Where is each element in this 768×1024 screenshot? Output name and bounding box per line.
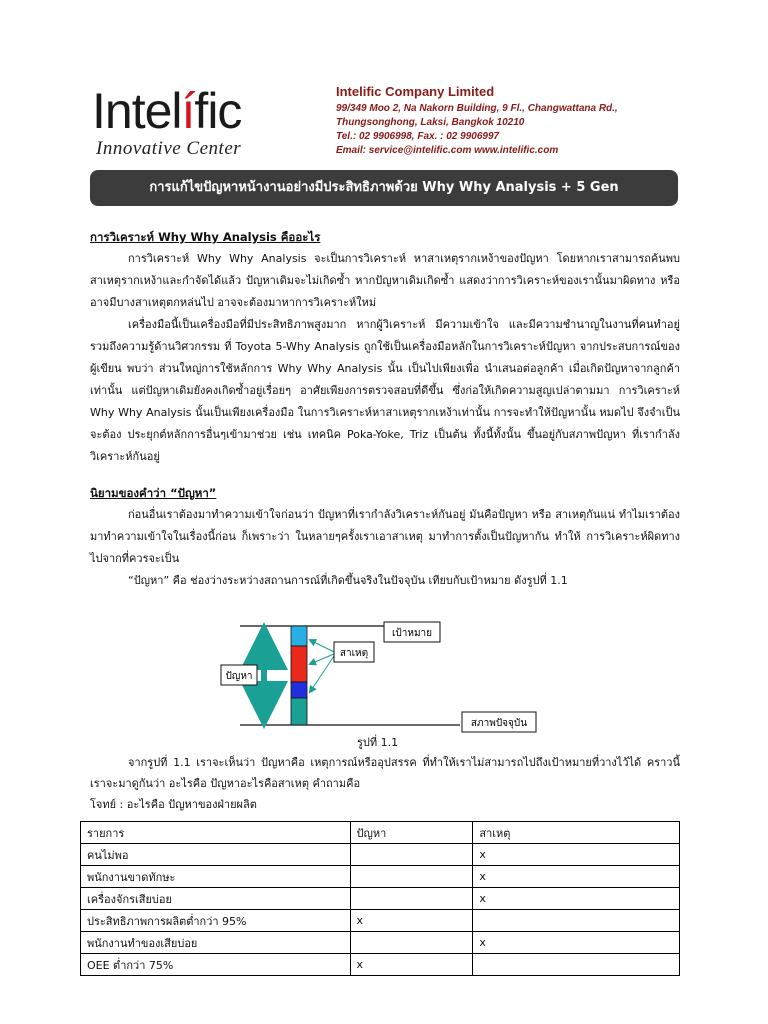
after-paragraph-1: จากรูปที่ 1.1 เราจะเห็นว่า ปัญหาคือ เหตุการณ์หรืออุปสรรค ที่ทำให้เราไม่สามารถไปถึงเป้าหมายที่วางไว้ได้ คราวนี้เราจะมาดูกันว่า อะไรคือ ปัญหาอะไรคือสาเหตุ คำถามคือ: [90, 756, 680, 790]
cell-item: OEE ต่ำกว่า 75%: [81, 954, 351, 976]
cell-cause: [473, 910, 680, 932]
cell-cause: x: [473, 932, 680, 954]
table-row: [81, 910, 680, 932]
table-row: [81, 932, 680, 954]
cell-problem: [350, 844, 473, 866]
table-row: [81, 888, 680, 910]
address-line-1: 99/349 Moo 2, Na Nakorn Building, 9 Fl., Changwattana Rd.,: [336, 103, 618, 114]
cause-arrow-3: [310, 656, 334, 692]
section1-heading: การวิเคราะห์ Why Why Analysis คืออะไร: [90, 230, 321, 244]
problem-diagram: [90, 612, 680, 752]
section2-paragraph-1: ก่อนอื่นเราต้องมาทำความเข้าใจก่อนว่า ปัญหาที่เรากำลังวิเคราะห์กันอยู่ มันคือปัญหา หรือ สาเหตุกันแน่ ทำไมเราต้องมาทำความเข้าใจในเรื่องนี้ก่อน ก็เพราะว่า ในหลายๆครั้งเราเอาสาเหตุ มาทำการตั้งเป็นปัญหากัน ทำให้ การวิเคราะห์ผิดทางไปจากที่ควรจะเป็น: [90, 508, 680, 565]
header-problem: ปัญหา: [350, 822, 473, 844]
bar-blue-segment: [291, 682, 307, 698]
company-logo: [92, 83, 272, 162]
after-diagram-text: [90, 752, 680, 815]
company-info: [336, 84, 756, 158]
bar-top-segment: [291, 626, 307, 646]
bar-teal-segment: [291, 698, 307, 725]
section2-paragraph-2: “ปัญหา” คือ ช่องว่างระหว่างสถานการณ์ที่เกิดขึ้นจริงในปัจจุบัน เทียบกับเป้าหมาย ดังรูปที่ 1.1: [128, 574, 568, 587]
cell-item: พนักงานขาดทักษะ: [81, 866, 351, 888]
figure-caption: รูปที่ 1.1: [357, 736, 399, 749]
company-name: Intelific Company Limited: [336, 84, 495, 99]
header-cause: สาเหตุ: [473, 822, 680, 844]
table-header-row: [81, 822, 680, 844]
title-banner: การแก้ไขปัญหาหน้างานอย่างมีประสิทธิภาพด้วย Why Why Analysis + 5 Gen: [90, 170, 678, 206]
section1-paragraph-2: เครื่องมือนี้เป็นเครื่องมือที่มีประสิทธิภาพสูงมาก หากผู้วิเคราะห์ มีความเข้าใจ และมีความชำนาญในงานที่คนทำอยู่ รวมถึงความรู้ด้านวิศวกรรม ที่ Toyota 5-Why Analysis ถูกใช้เป็นเครื่องมือหลักในการวิเคราะห์ปัญหา จากประสบการณ์ของผู้เขียน พบว่า ส่วนใหญ่การใช้หลักการ Why Why Analysis นั้น เป็นไปเพียงเพื่อ นำเสนอต่อลูกค้า เมื่อเกิดปัญหาจากลูกค้า เท่านั้น แต่ปัญหาเดิมยังคงเกิดซ้ำอยู่เรื่อยๆ อาศัยเพียงการตรวจสอบที่ดีขึ้น ซึ่งก่อให้เกิดความสูญเปล่าตามมา การวิเคราะห์ Why Why Analysis นั้นเป็นเพียงเครื่องมือ ในการวิเคราะห์หาสาเหตุรากเหง้าเท่านั้น การจะทำให้ปัญหานั้น หมดไป จึงจำเป็นจะต้อง ประยุกต์หลักการอื่นๆเข้ามาช่วย เช่น เทคนิค Poka-Yoke, Triz เป็นต้น ทั้งนี้ทั้งนั้น ขึ้นอยู่กับสภาพปัญหา ที่เรากำลังวิเคราะห์กันอยู่: [90, 318, 680, 463]
table-row: [81, 866, 680, 888]
logo-tagline: Innovative Center: [96, 138, 242, 159]
cause-arrow-2: [310, 654, 334, 664]
label-problem: ปัญหา: [225, 671, 253, 682]
table-row: [81, 954, 680, 976]
cell-item: ประสิทธิภาพการผลิตต่ำกว่า 95%: [81, 910, 351, 932]
label-target: เป้าหมาย: [391, 628, 433, 639]
cell-cause: [473, 954, 680, 976]
question-line: โจทย์ : อะไรคือ ปัญหาของฝ่ายผลิต: [90, 798, 257, 811]
header-item: รายการ: [81, 822, 351, 844]
cell-problem: x: [350, 910, 473, 932]
cell-cause: x: [473, 866, 680, 888]
cell-item: พนักงานทำของเสียบ่อย: [81, 932, 351, 954]
bar-red-segment: [291, 646, 307, 682]
section1-paragraph-1: การวิเคราะห์ Why Why Analysis จะเป็นการวิเคราะห์ หาสาเหตุรากเหง้าของปัญหา โดยหากเราสามารถค้นพบสาเหตุรากเหง้าและกำจัดได้แล้ว ปัญหาเดิมจะไม่เกิดซ้ำ หากปัญหาเดิมเกิดซ้ำ แสดงว่าการวิเคราะห์ของเรานั้นมาผิดทาง หรือ อาจมีบางสาเหตุตกหล่นไป อาจจะต้องมาหาการวิเคราะห์ใหม่: [90, 252, 680, 309]
table-row: [81, 844, 680, 866]
cell-item: คนไม่พอ: [81, 844, 351, 866]
cell-cause: x: [473, 888, 680, 910]
section2-heading: นิยามของคำว่า “ปัญหา”: [90, 486, 217, 500]
cell-problem: [350, 866, 473, 888]
address-line-2: Thungsonghong, Laksi, Bangkok 10210: [336, 117, 525, 128]
cell-cause: x: [473, 844, 680, 866]
problem-cause-table: [80, 821, 680, 976]
article-body: [90, 226, 680, 592]
label-current: สภาพปัจจุบัน: [470, 718, 528, 729]
label-cause: สาเหตุ: [339, 648, 369, 659]
logo-wordmark: Intelífic: [92, 83, 242, 139]
cell-problem: x: [350, 954, 473, 976]
cell-problem: [350, 932, 473, 954]
cause-arrow-1: [310, 640, 334, 652]
contact-line: Tel.: 02 9906998, Fax. : 02 9906997: [336, 131, 500, 142]
web-line: Email: service@intelific.com www.intelific.com: [336, 145, 559, 156]
cell-problem: [350, 888, 473, 910]
cell-item: เครื่องจักรเสียบ่อย: [81, 888, 351, 910]
